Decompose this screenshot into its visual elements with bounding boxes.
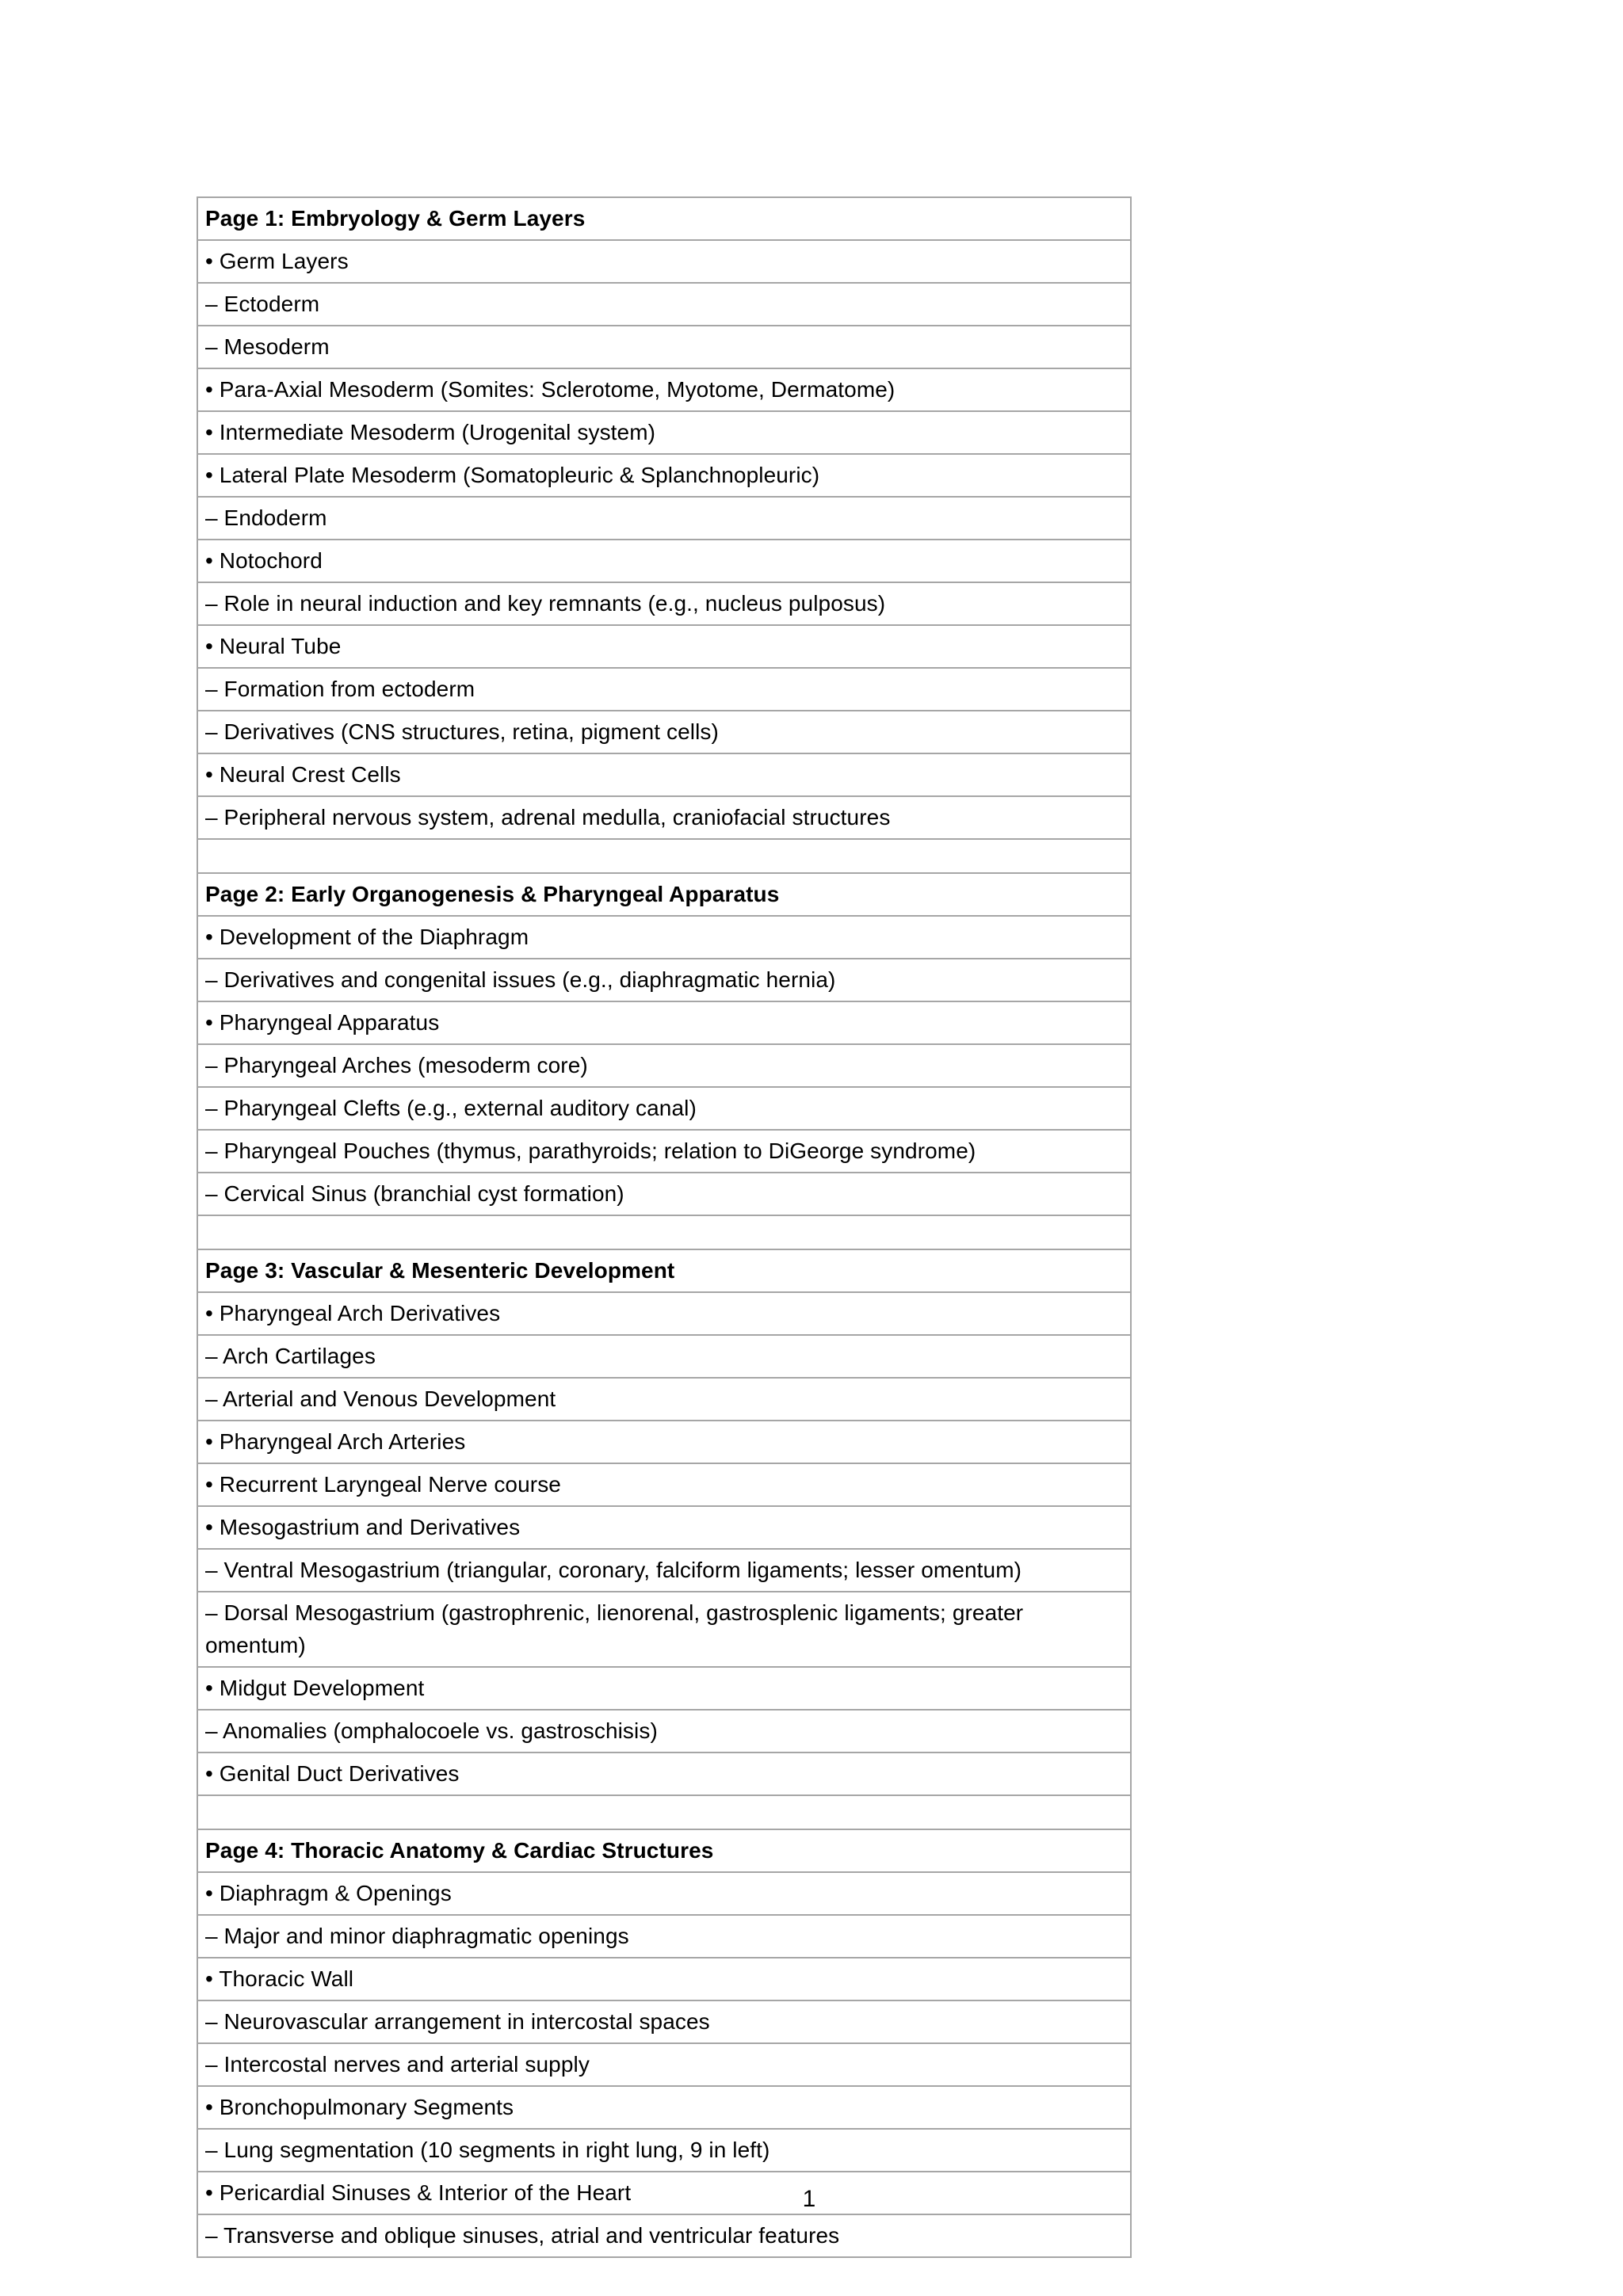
table-row [197,668,1131,711]
table-row [197,796,1131,839]
outline-item-cell: – Pharyngeal Pouches (thymus, parathyroids; relation to DiGeorge syndrome) [197,1130,1131,1173]
outline-item-cell: – Ectoderm [197,283,1131,326]
table-row [197,1001,1131,1044]
outline-item-cell: – Arterial and Venous Development [197,1378,1131,1421]
table-row [197,1506,1131,1549]
table-row [197,1667,1131,1710]
table-row [197,1335,1131,1378]
table-row [197,582,1131,625]
table-row [197,1044,1131,1087]
outline-item-cell: – Lung segmentation (10 segments in right lung, 9 in left) [197,2129,1131,2172]
outline-item-cell: – Peripheral nervous system, adrenal medulla, craniofacial structures [197,796,1131,839]
outline-item-cell: • Pharyngeal Apparatus [197,1001,1131,1044]
table-row [197,326,1131,368]
outline-item-cell: – Arch Cartilages [197,1335,1131,1378]
table-row [197,1249,1131,1292]
spacer-cell [197,1215,1131,1249]
table-row [197,1549,1131,1592]
table-row [197,1592,1131,1667]
table-row [197,1421,1131,1463]
spacer-cell [197,839,1131,873]
outline-item-cell: • Neural Tube [197,625,1131,668]
table-row [197,1087,1131,1130]
table-row [197,1463,1131,1506]
table-row [197,540,1131,582]
page-number-value: 1 [802,2186,816,2212]
table-row [197,1130,1131,1173]
table-row [197,240,1131,283]
table-row [197,1215,1131,1249]
table-row [197,1753,1131,1795]
table-row [197,1829,1131,1872]
outline-item-cell: • Pericardial Sinuses & Interior of the Heart [197,2172,1131,2214]
outline-item-cell: – Neurovascular arrangement in intercostal spaces [197,2000,1131,2043]
table-row [197,368,1131,411]
table-row [197,839,1131,873]
outline-item-cell: • Genital Duct Derivatives [197,1753,1131,1795]
table-row [197,1292,1131,1335]
table-row [197,497,1131,540]
outline-item-cell: – Major and minor diaphragmatic openings [197,1915,1131,1958]
outline-item-cell: – Transverse and oblique sinuses, atrial and ventricular features [197,2214,1131,2257]
table-row [197,411,1131,454]
outline-item-cell: • Recurrent Laryngeal Nerve course [197,1463,1131,1506]
page-number-footer [0,2185,1623,2214]
outline-item-cell: • Intermediate Mesoderm (Urogenital system) [197,411,1131,454]
table-row [197,283,1131,326]
outline-item-cell: • Midgut Development [197,1667,1131,1710]
table-row [197,2043,1131,2086]
table-row [197,625,1131,668]
table-row [197,1795,1131,1829]
table-row [197,2000,1131,2043]
table-row [197,916,1131,959]
table-row [197,1173,1131,1215]
outline-item-cell: – Derivatives and congenital issues (e.g., diaphragmatic hernia) [197,959,1131,1001]
table-row [197,1915,1131,1958]
outline-item-cell: – Mesoderm [197,326,1131,368]
table-row [197,1958,1131,2000]
table-row [197,454,1131,497]
outline-item-cell: • Thoracic Wall [197,1958,1131,2000]
table-row [197,873,1131,916]
spacer-cell [197,1795,1131,1829]
table-row [197,1872,1131,1915]
outline-item-cell: – Pharyngeal Clefts (e.g., external auditory canal) [197,1087,1131,1130]
outline-item-cell: • Germ Layers [197,240,1131,283]
outline-item-cell: • Para-Axial Mesoderm (Somites: Sclerotome, Myotome, Dermatome) [197,368,1131,411]
outline-item-cell: • Bronchopulmonary Segments [197,2086,1131,2129]
section-heading-cell: Page 1: Embryology & Germ Layers [197,197,1131,240]
outline-item-cell: – Cervical Sinus (branchial cyst formation) [197,1173,1131,1215]
table-row [197,1710,1131,1753]
outline-item-cell: – Intercostal nerves and arterial supply [197,2043,1131,2086]
outline-item-cell: • Diaphragm & Openings [197,1872,1131,1915]
outline-item-cell: – Dorsal Mesogastrium (gastrophrenic, lienorenal, gastrosplenic ligaments; greater omentum) [197,1592,1131,1667]
outline-item-cell: – Endoderm [197,497,1131,540]
table-row [197,2214,1131,2257]
table-row [197,711,1131,753]
table-row [197,2086,1131,2129]
section-heading-cell: Page 2: Early Organogenesis & Pharyngeal Apparatus [197,873,1131,916]
table-row [197,959,1131,1001]
outline-item-cell: • Mesogastrium and Derivatives [197,1506,1131,1549]
outline-item-cell: • Pharyngeal Arch Arteries [197,1421,1131,1463]
table-row [197,1378,1131,1421]
syllabus-outline-table [197,196,1132,2258]
outline-item-cell: • Pharyngeal Arch Derivatives [197,1292,1131,1335]
outline-item-cell: • Neural Crest Cells [197,753,1131,796]
section-heading-cell: Page 3: Vascular & Mesenteric Development [197,1249,1131,1292]
outline-item-cell: – Ventral Mesogastrium (triangular, coronary, falciform ligaments; lesser omentum) [197,1549,1131,1592]
outline-item-cell: • Lateral Plate Mesoderm (Somatopleuric & Splanchnopleuric) [197,454,1131,497]
outline-item-cell: – Pharyngeal Arches (mesoderm core) [197,1044,1131,1087]
section-heading-cell: Page 4: Thoracic Anatomy & Cardiac Structures [197,1829,1131,1872]
outline-item-cell: – Role in neural induction and key remnants (e.g., nucleus pulposus) [197,582,1131,625]
outline-table-body [197,197,1131,2257]
outline-item-cell: • Notochord [197,540,1131,582]
table-row [197,2129,1131,2172]
outline-item-cell: – Formation from ectoderm [197,668,1131,711]
outline-item-cell: • Development of the Diaphragm [197,916,1131,959]
outline-item-cell: – Anomalies (omphalocoele vs. gastroschisis) [197,1710,1131,1753]
outline-item-cell: – Derivatives (CNS structures, retina, pigment cells) [197,711,1131,753]
table-row [197,197,1131,240]
table-row [197,753,1131,796]
